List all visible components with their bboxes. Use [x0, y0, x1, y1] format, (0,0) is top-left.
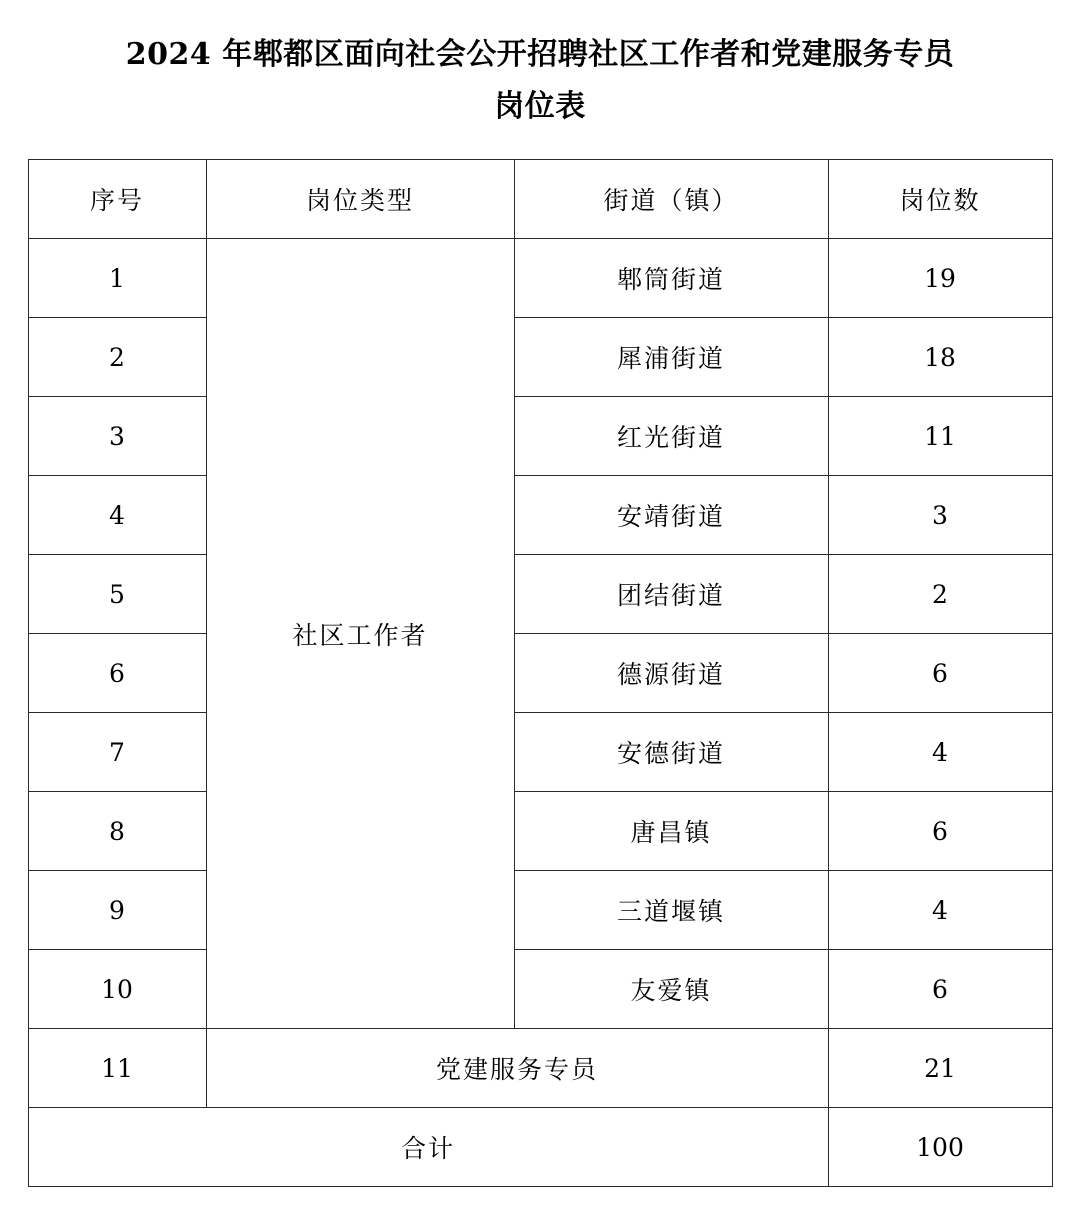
cell-count: 6	[828, 792, 1052, 871]
column-header-seq: 序号	[28, 160, 206, 239]
cell-seq: 10	[28, 950, 206, 1029]
page-title-line-2: 岗位表	[494, 88, 586, 124]
table-row	[28, 871, 1052, 950]
table-row	[28, 476, 1052, 555]
cell-street: 安靖街道	[514, 476, 828, 555]
cell-count: 4	[828, 871, 1052, 950]
cell-seq: 2	[28, 318, 206, 397]
cell-seq: 1	[28, 239, 206, 318]
table-row	[28, 792, 1052, 871]
cell-job-type-group: 社区工作者	[206, 239, 514, 1029]
cell-seq: 11	[28, 1029, 206, 1108]
table-row	[28, 397, 1052, 476]
table-row-special	[28, 1029, 1052, 1108]
cell-street: 友爱镇	[514, 950, 828, 1029]
cell-total-count: 100	[828, 1108, 1052, 1187]
cell-street: 三道堰镇	[514, 871, 828, 950]
table-header-row	[28, 160, 1052, 239]
cell-count: 11	[828, 397, 1052, 476]
page-title-line-1: 2024 年郫都区面向社会公开招聘社区工作者和党建服务专员	[125, 37, 955, 72]
table-row	[28, 555, 1052, 634]
table-row-total	[28, 1108, 1052, 1187]
cell-street: 德源街道	[514, 634, 828, 713]
cell-job-type-special: 党建服务专员	[206, 1029, 828, 1108]
cell-seq: 9	[28, 871, 206, 950]
cell-street: 团结街道	[514, 555, 828, 634]
cell-seq: 8	[28, 792, 206, 871]
cell-count: 6	[828, 950, 1052, 1029]
cell-count: 3	[828, 476, 1052, 555]
cell-street: 安德街道	[514, 713, 828, 792]
cell-count: 2	[828, 555, 1052, 634]
cell-seq: 3	[28, 397, 206, 476]
cell-street: 郫筒街道	[514, 239, 828, 318]
job-positions-table	[28, 159, 1053, 1187]
cell-seq: 4	[28, 476, 206, 555]
column-header-street: 街道（镇）	[514, 160, 828, 239]
column-header-count: 岗位数	[828, 160, 1052, 239]
table-row	[28, 318, 1052, 397]
cell-total-label: 合计	[28, 1108, 828, 1187]
cell-street: 红光街道	[514, 397, 828, 476]
table-row	[28, 950, 1052, 1029]
cell-seq: 7	[28, 713, 206, 792]
cell-street: 唐昌镇	[514, 792, 828, 871]
cell-seq: 6	[28, 634, 206, 713]
cell-street: 犀浦街道	[514, 318, 828, 397]
cell-count: 4	[828, 713, 1052, 792]
table-row	[28, 634, 1052, 713]
table-row	[28, 713, 1052, 792]
cell-count: 18	[828, 318, 1052, 397]
table-row	[28, 239, 1052, 318]
cell-count: 6	[828, 634, 1052, 713]
column-header-type: 岗位类型	[206, 160, 514, 239]
page-title	[0, 0, 1080, 125]
cell-count: 19	[828, 239, 1052, 318]
cell-seq: 5	[28, 555, 206, 634]
cell-count: 21	[828, 1029, 1052, 1108]
